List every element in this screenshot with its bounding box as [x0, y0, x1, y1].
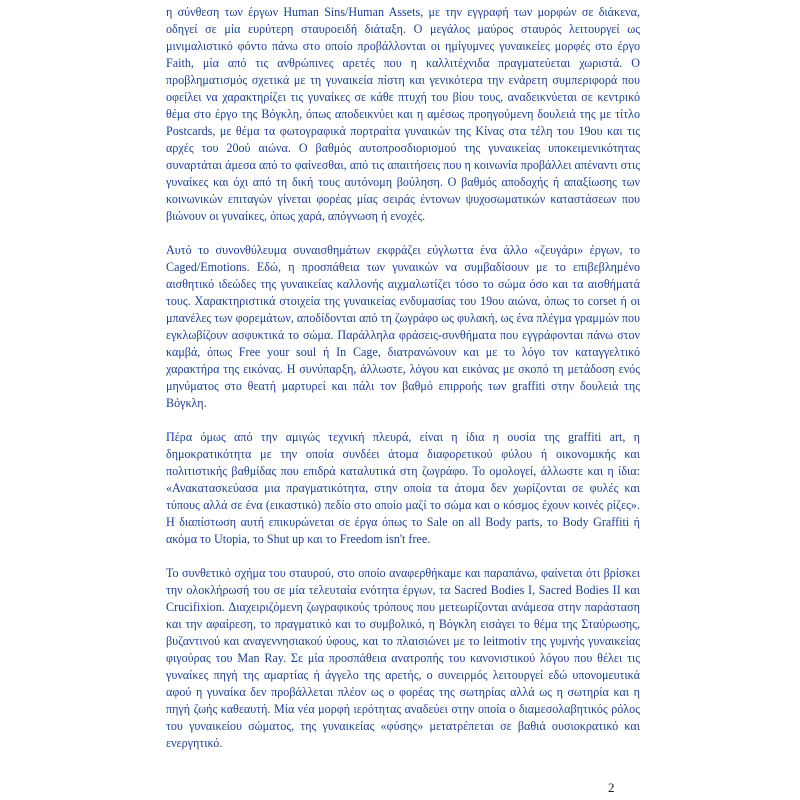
- paragraph-3: Πέρα όμως από την αμιγώς τεχνική πλευρά, είναι η ίδια η ουσία της graffiti art, η δημοκρατικότητα με την οποία συνδέει άτομα διαφορετικού φύλου ή οικονομικής και πολιτιστικής βαθμίδας που επιδρά καταλυτικά στη ζωγράφο. Το ομολογεί, άλλωστε και η ίδια: «Ανακατασκεύασα μια πραγματικότητα, στην οποία τα άτομα δεν χωρίζονται σε φυλές και τύπους αλλά σε ένα (εικαστικό) πεδίο στο οποίο μαζί το σώμα και ο κόσμος έχουν κοινές ρίζες». Η διαπίστωση αυτή επικυρώνεται σε έργα όπως το Sale on all Body parts, το Body Graffiti ή ακόμα το Utopia, το Shut up και το Freedom isn't free.: [166, 430, 640, 546]
- paragraph-4: Το συνθετικό σχήμα του σταυρού, στο οποίο αναφερθήκαμε και παραπάνω, φαίνεται ότι βρίσκει την ολοκλήρωσή του σε μία τελευταία ενότητα έργων, τα Sacred Bodies I, Sacred Bodies II και Crucifixion. Διαχειριζόμενη ζωγραφικούς τρόπους που μετεωρίζονται ανάμεσα στην παράσταση και την αφαίρεση, το πραγματικό και το συμβολικό, η Βόγκλη εισάγει το θέμα της Σταύρωσης, βυζαντινού και αναγεννησιακού ύφους, και το πλαισιώνει με το leitmotiv της γυμνής γυναικείας φιγούρας του Man Ray. Σε μία προσπάθεια ανατροπής του κανονιστικού λόγου που θέλει τις γυναίκες πηγή της αμαρτίας ή άγγελο της αρετής, ο συνειρμός λειτουργεί εδώ υπονομευτικά αφού η γυναίκα δεν προβάλλεται πλέον ως ο φορέας της σωτηρίας αλλά ως η σωτηρία και η πηγή ζωής καθεαυτή. Μία νέα μορφή ιερότητας αναδεύει στην οποία ο διαμεσολαβητικός ρόλος του γυναικείου σώματος, της γυναικείας «φύσης» μετατρέπεται σε βαθιά ουσιοκρατικό και ενεργητικό.: [166, 566, 640, 750]
- body-text: [166, 4, 640, 769]
- page-number: 2: [608, 780, 615, 795]
- paragraph-2: Αυτό το συνονθύλευμα συναισθημάτων εκφράζει εύγλωττα ένα άλλο «ζευγάρι» έργων, το Caged/Emotions. Εδώ, η προσπάθεια των γυναικών να συμβαδίσουν με το επιβεβλημένο αισθητικό ιδεώδες της γυναικείας καλλονής αιχμαλωτίζει τόσο το σώμα όσο και τα αισθήματά τους. Χαρακτηριστικά στοιχεία της γυναικείας ενδυμασίας του 19ου αιώνα, όπως το corset ή οι μπανέλες των φορεμάτων, αποδίδονται από τη ζωγράφο ως φυλακή, ως ένα πλέγμα γραμμών που εγκλωβίζουν ασφυκτικά το σώμα. Παράλληλα φράσεις-συνθήματα που εγγράφονται πάνω στον καμβά, όπως Free your soul ή In Cage, διατρανώνουν και με το λόγο τον καταγγελτικό χαρακτήρα της εικόνας. Η συνύπαρξη, άλλωστε, λόγου και εικόνας με σκοπό τη μετάδοση ενός μηνύματος στο θεατή μαρτυρεί και πάλι τον βαθμό επιρροής των graffiti στην δουλειά της Βόγκλη.: [166, 243, 640, 410]
- paragraph-1: η σύνθεση των έργων Human Sins/Human Assets, με την εγγραφή των μορφών σε διάκενα, οδηγεί σε μία ευρύτερη σταυροειδή διάταξη. Ο μεγάλος μαύρος σταυρός λειτουργεί ως μινιμαλιστικό φόντο πάνω στο οποίο προβάλλονται οι ημίγυμνες γυναικείες μορφές στο έργο Faith, μία από τις ανθρώπινες αρετές που η καλλιτέχνιδα πραγματεύεται χωριστά. Ο προβληματισμός σχετικά με τη γυναικεία πίστη και γενικότερα την ενάρετη συμπεριφορά που οφείλει να χαρακτηρίζει τις γυναίκες σε κάθε πτυχή του βίου τους, αναδεικνύεται σε κεντρικό θέμα στο έργο της Βόγκλη, όπως αποδεικνύει και η αμέσως προηγούμενη δουλειά της με τίτλο Postcards, με θέμα τα φωτογραφικά πορτραίτα γυναικών της Κίνας στα τέλη του 19ου και τις αρχές του 20ού αιώνα. Ο βαθμός αυτοπροσδιορισμού της γυναικείας υποκειμενικότητας συναρτάται άμεσα από το φαίνεσθαι, από τις απαιτήσεις που η κοινωνία προβάλλει απέναντι στις γυναίκες και όχι από τη δική τους αυτόνομη βούληση. Ο βαθμός αποδοχής ή απαξίωσης των κοινωνικών επιταγών γίνεται φορέας μίας σειράς έντονων ψυχοσωματικών καταστάσεων που βιώνουν οι γυναίκες, όπως χαρά, απόγνωση ή ενοχές.: [166, 5, 640, 223]
